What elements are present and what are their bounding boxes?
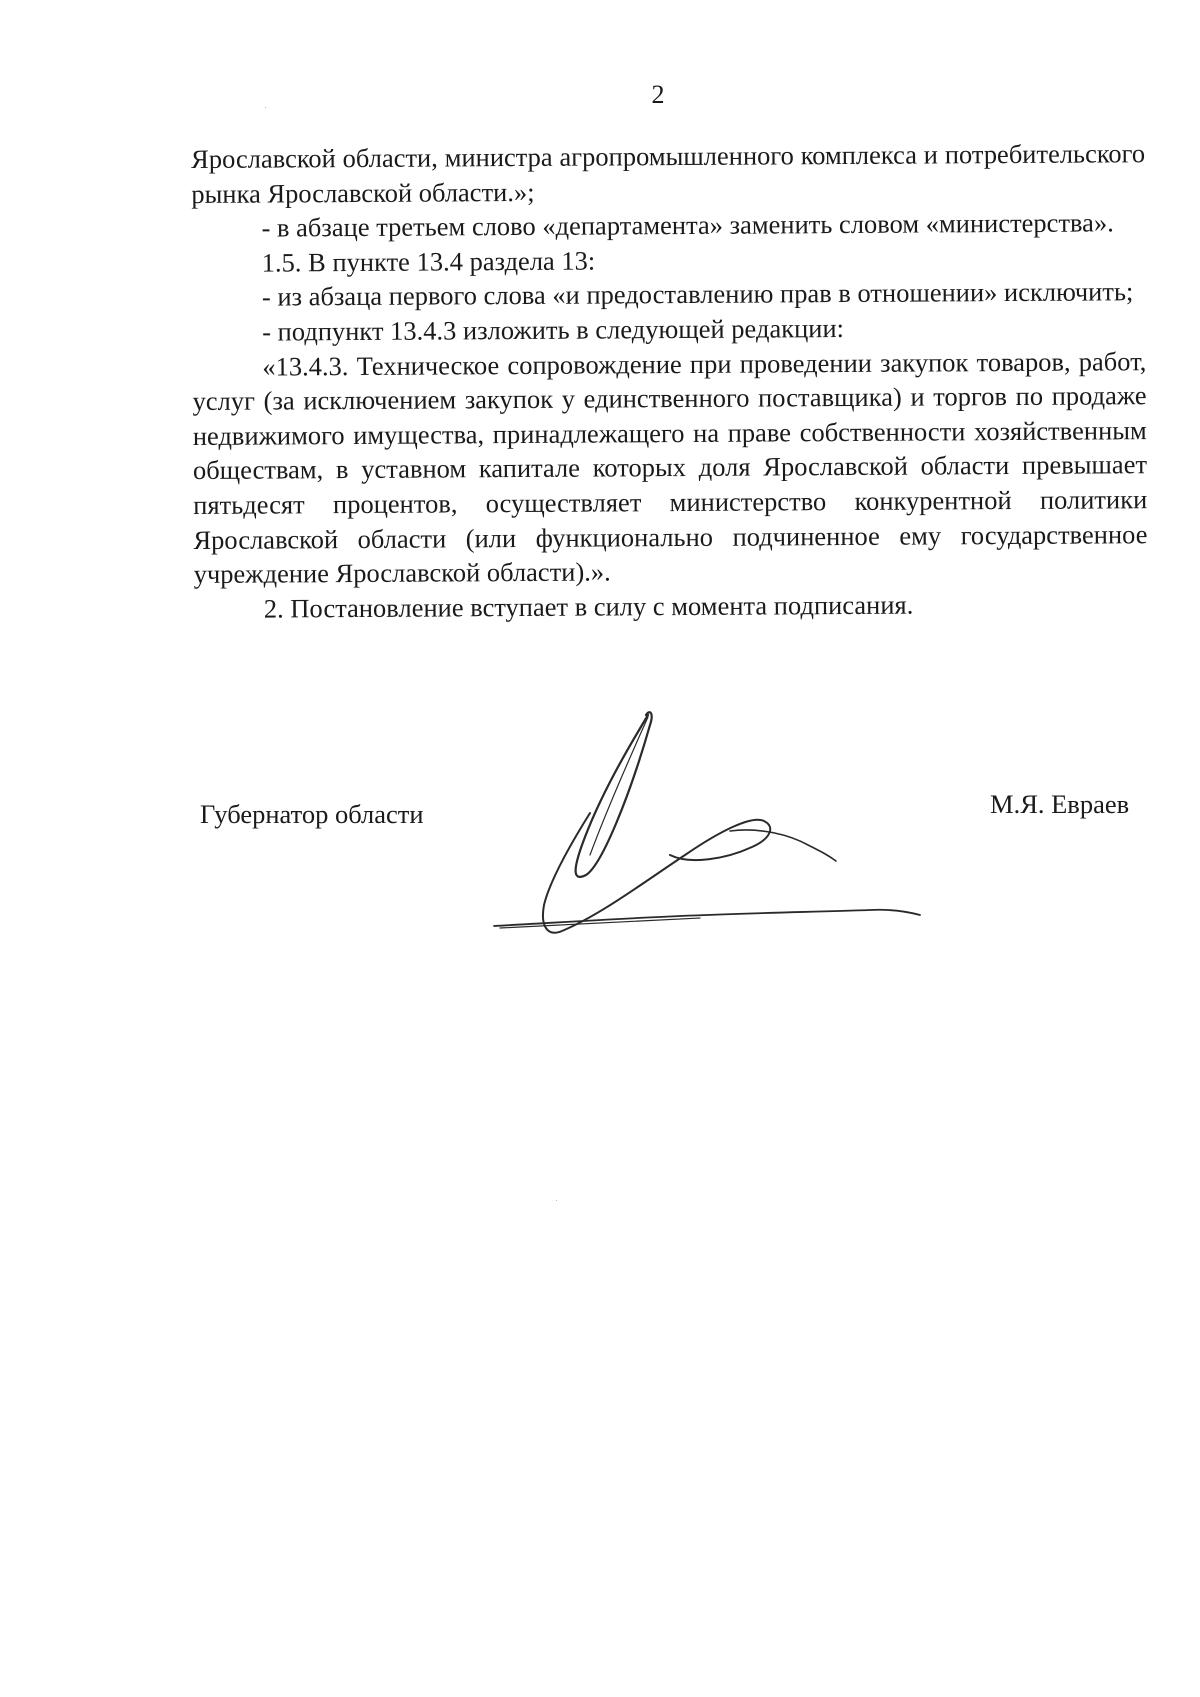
scan-speck	[556, 1200, 557, 1201]
paragraph-amendment-item: - в абзаце третьем слово «департамента» заменить словом «министерства».	[261, 207, 1114, 243]
scan-speck	[265, 107, 266, 108]
page-number: 2	[651, 80, 665, 109]
handwritten-signature-icon	[490, 705, 930, 955]
paragraph-quoted-text: «13.4.3. Техническое сопровождение при проведении закупок товаров, работ, услуг (за исключением закупок у единственного поставщика) и торгов по продаже недвижимого имущества, принадлежащего на праве собственности хозяйственным обществам, в уставном капитале которых доля Ярославской области превышает пятьдесят процентов, осуществляет министерство конкурентной политики Ярославской области (или функционально подчиненное ему государственное учреждение Ярославской области).».	[192, 345, 1148, 590]
paragraph-section-heading: 1.5. В пункте 13.4 раздела 13:	[261, 245, 596, 278]
signer-position: Губернатор области	[200, 799, 424, 829]
paragraph-amendment-item: - из абзаца первого слова «и предоставлению прав в отношении» исключить;	[261, 276, 1134, 312]
paragraph-amendment-item: - подпункт 13.4.3 изложить в следующей редакции:	[262, 312, 845, 347]
signer-name: М.Я. Евраев	[990, 789, 1130, 819]
document-body	[191, 136, 1148, 626]
paragraph-effective-date: 2. Постановление вступает в силу с момента подписания.	[263, 589, 914, 624]
paragraph-continuation: Ярославской области, министра агропромышленного комплекса и потребительского рынка Ярославской области.»;	[191, 138, 1146, 209]
